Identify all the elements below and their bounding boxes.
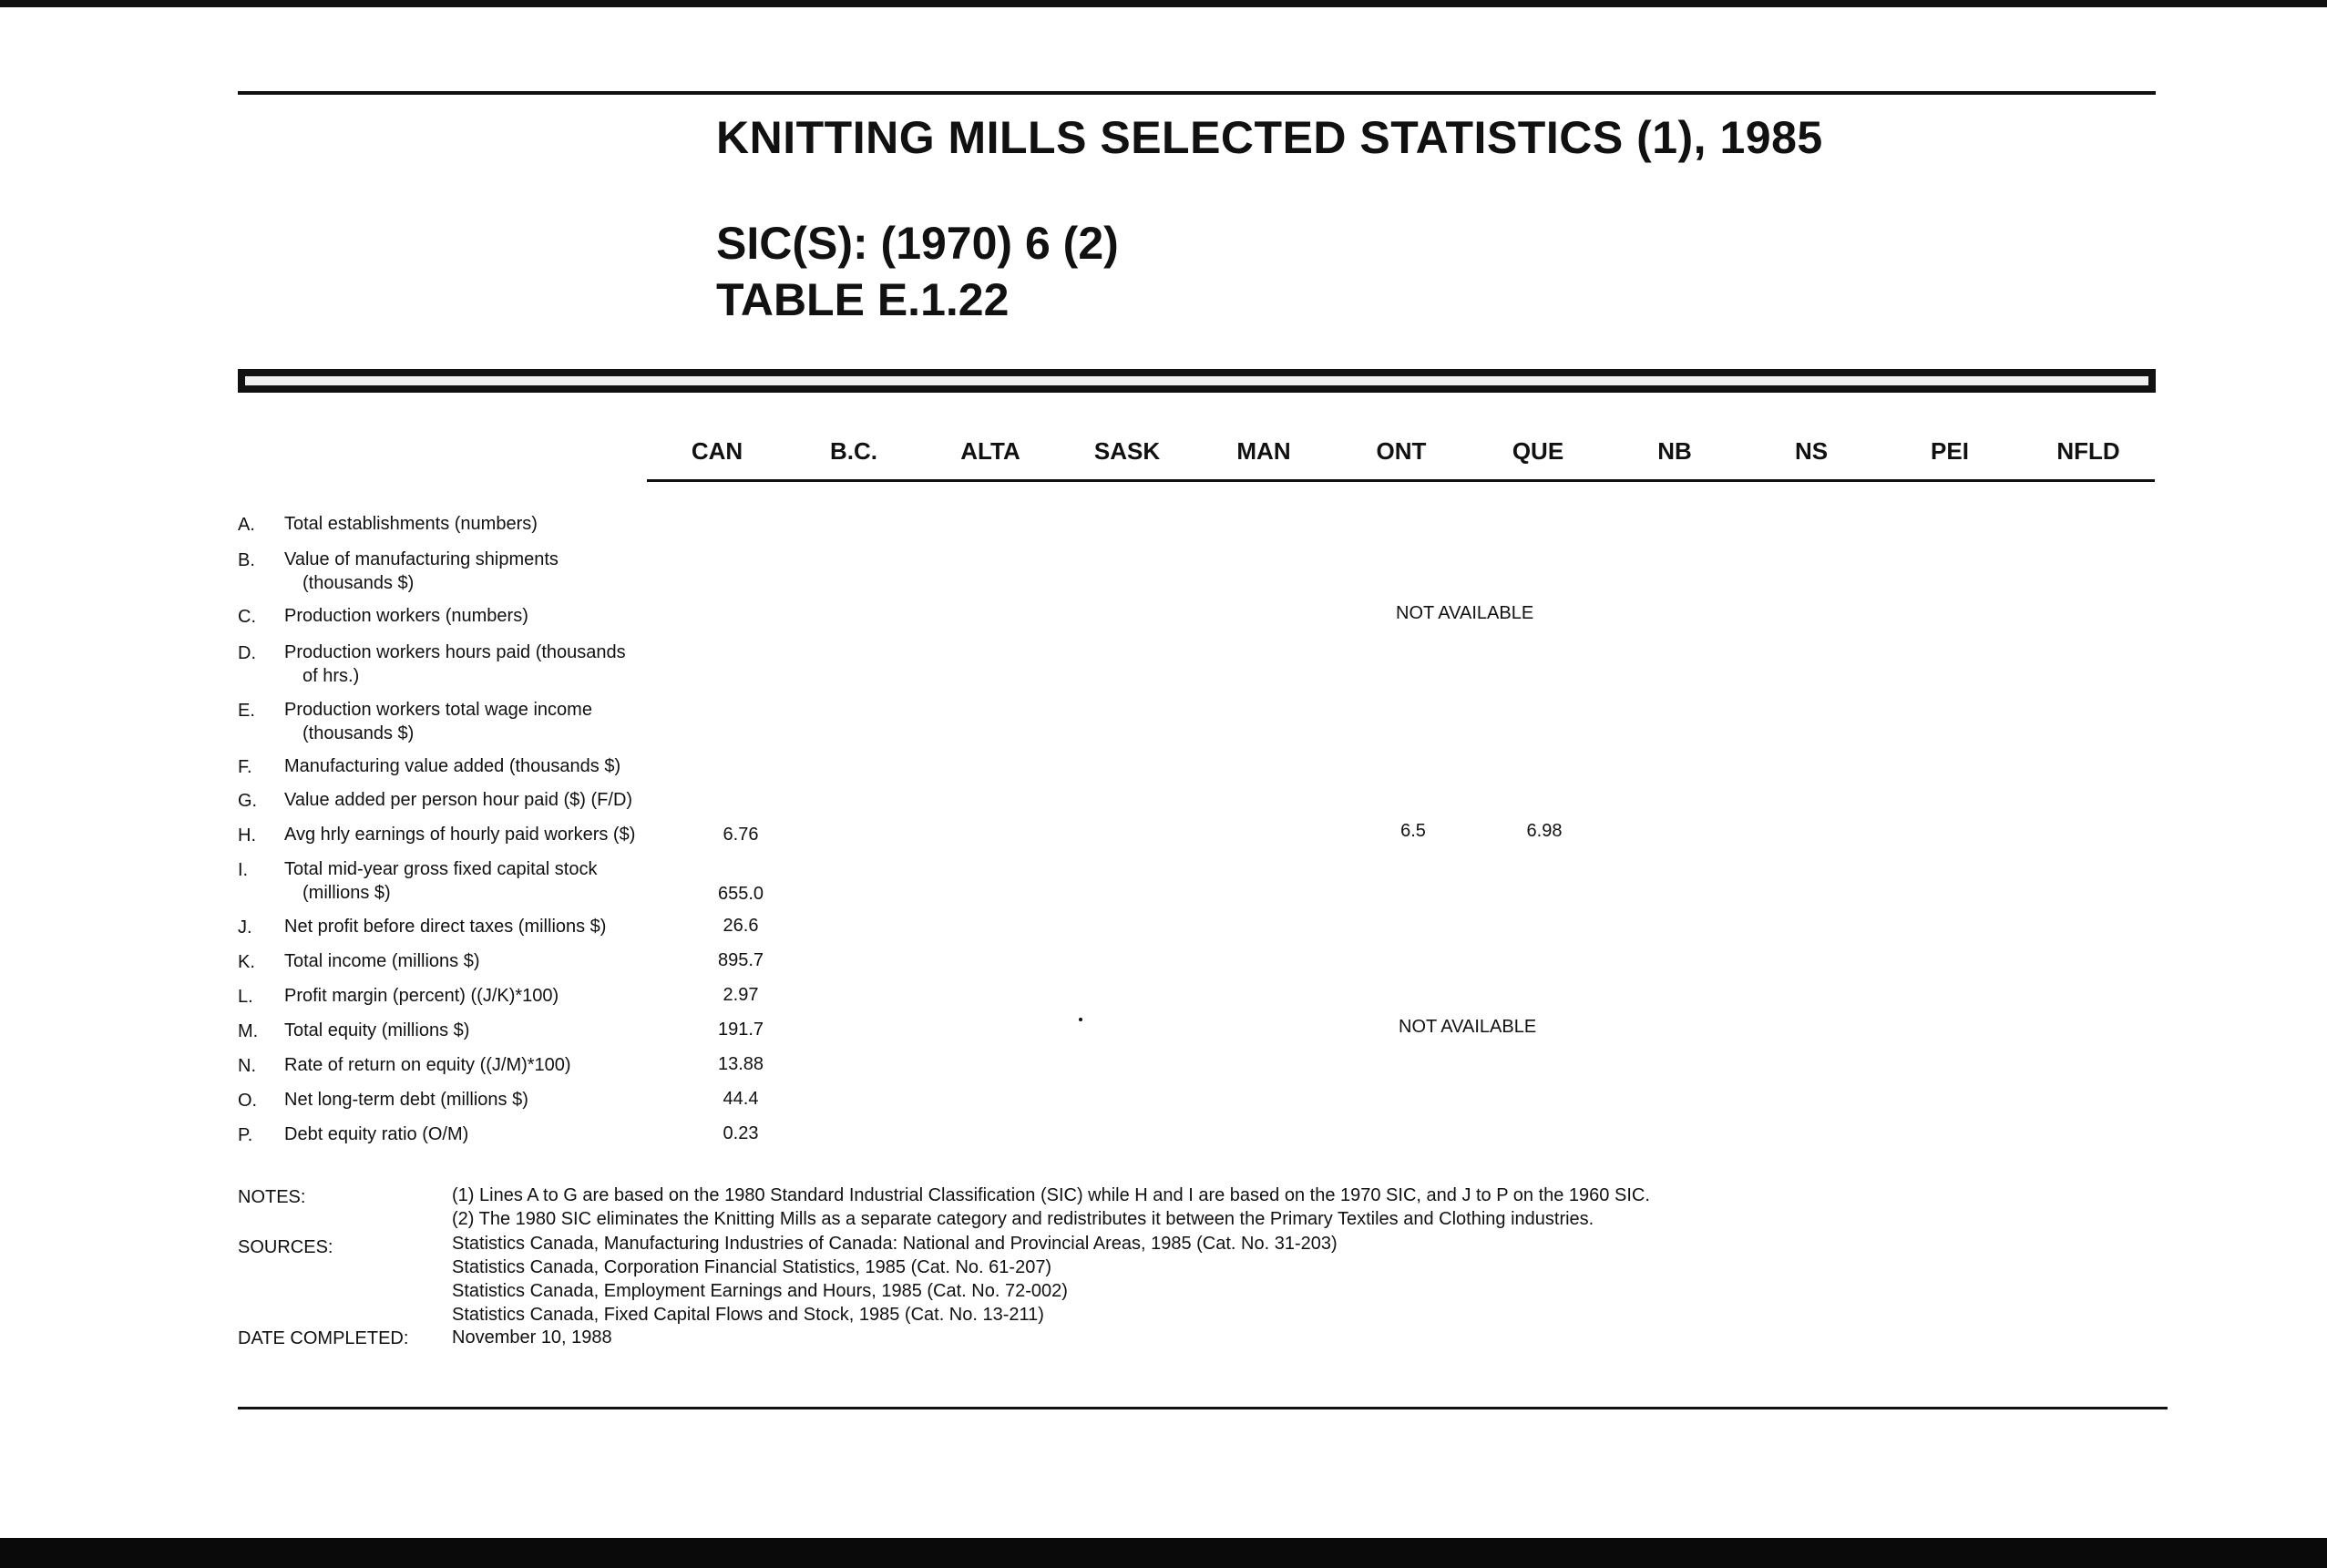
- table-number: TABLE E.1.22: [716, 274, 1010, 325]
- note-2: (2) The 1980 SIC eliminates the Knitting Mills as a separate category and redistributes it between the Primary Textiles and Clothing industries.: [452, 1209, 1594, 1229]
- row-label-profit-margin: Profit margin (percent) ((J/K)*100): [284, 986, 559, 1006]
- col-bc: B.C.: [830, 437, 877, 465]
- row-label-wage-income: Production workers total wage income (thousands $): [284, 700, 592, 743]
- row-label-hours-paid: Production workers hours paid (thousands of hrs.): [284, 642, 626, 686]
- row-letter: B.: [238, 550, 255, 570]
- col-can: CAN: [691, 437, 743, 465]
- not-available-note: NOT AVAILABLE: [1399, 1017, 1537, 1037]
- source-3: Statistics Canada, Employment Earnings and Hours, 1985 (Cat. No. 72-002): [452, 1281, 1068, 1301]
- row-letter: C.: [238, 607, 256, 627]
- row-letter: M.: [238, 1021, 259, 1041]
- column-header-rule: [647, 479, 2155, 482]
- cell-h-can: 6.76: [723, 825, 759, 845]
- cell-h-ont: 6.5: [1400, 821, 1426, 841]
- row-label-total-establishments: Total establishments (numbers): [284, 514, 538, 534]
- row-label-return-on-equity: Rate of return on equity ((J/M)*100): [284, 1055, 571, 1075]
- col-nfld: NFLD: [2056, 437, 2120, 465]
- document-title: KNITTING MILLS SELECTED STATISTICS (1), 1985: [716, 112, 1823, 163]
- col-que: QUE: [1512, 437, 1564, 465]
- source-4: Statistics Canada, Fixed Capital Flows and Stock, 1985 (Cat. No. 13-211): [452, 1305, 1044, 1325]
- row-letter: N.: [238, 1056, 256, 1076]
- date-completed: November 10, 1988: [452, 1327, 612, 1348]
- cell-p-can: 0.23: [723, 1123, 759, 1143]
- cell-n-can: 13.88: [717, 1054, 764, 1074]
- row-label-production-workers: Production workers (numbers): [284, 606, 528, 626]
- row-letter: E.: [238, 701, 255, 721]
- date-completed-label: DATE COMPLETED:: [238, 1328, 409, 1348]
- cell-k-can: 895.7: [717, 950, 764, 970]
- header-double-bar: [238, 369, 2156, 393]
- col-ns: NS: [1794, 437, 1829, 465]
- col-man: MAN: [1236, 437, 1291, 465]
- col-alta: ALTA: [960, 437, 1020, 465]
- row-letter: I.: [238, 860, 249, 880]
- row-label-debt-equity-ratio: Debt equity ratio (O/M): [284, 1124, 469, 1144]
- row-letter: F.: [238, 757, 252, 777]
- not-available-note: NOT AVAILABLE: [1396, 603, 1534, 623]
- cell-i-can: 655.0: [717, 884, 764, 904]
- row-label-capital-stock: Total mid-year gross fixed capital stock (millions $): [284, 859, 598, 903]
- row-label-net-profit: Net profit before direct taxes (millions $): [284, 917, 607, 937]
- row-letter: K.: [238, 952, 255, 972]
- sources-label: SOURCES:: [238, 1237, 333, 1257]
- row-letter: D.: [238, 643, 256, 663]
- col-nb: NB: [1657, 437, 1692, 465]
- cell-h-que: 6.98: [1526, 821, 1563, 841]
- col-sask: SASK: [1093, 437, 1161, 465]
- source-1: Statistics Canada, Manufacturing Industries of Canada: National and Provincial Areas, 1985 (Cat. No. 31-203): [452, 1234, 1338, 1254]
- cell-l-can: 2.97: [723, 985, 759, 1005]
- row-label-total-income: Total income (millions $): [284, 951, 480, 971]
- row-letter: J.: [238, 917, 252, 938]
- row-letter: H.: [238, 825, 256, 845]
- row-label-long-term-debt: Net long-term debt (millions $): [284, 1090, 528, 1110]
- cell-m-can: 191.7: [717, 1020, 764, 1040]
- cell-o-can: 44.4: [723, 1089, 759, 1109]
- row-label-value-added-per-hour: Value added per person hour paid ($) (F/D): [284, 790, 633, 810]
- col-ont: ONT: [1376, 437, 1427, 465]
- row-letter: A.: [238, 515, 255, 535]
- row-letter: G.: [238, 791, 258, 811]
- notes-label: NOTES:: [238, 1187, 306, 1207]
- row-label-avg-hourly-earnings: Avg hrly earnings of hourly paid workers ($): [284, 825, 636, 845]
- bottom-rule: [238, 1407, 2168, 1409]
- row-label-value-added: Manufacturing value added (thousands $): [284, 756, 621, 776]
- row-label-total-equity: Total equity (millions $): [284, 1020, 470, 1040]
- sic-code: SIC(S): (1970) 6 (2): [716, 218, 1119, 269]
- row-letter: O.: [238, 1091, 258, 1111]
- scan-top-edge: [0, 0, 2327, 7]
- row-label-value-shipments: Value of manufacturing shipments (thousands $): [284, 549, 559, 593]
- row-letter: L.: [238, 987, 253, 1007]
- top-rule: [238, 91, 2156, 95]
- source-2: Statistics Canada, Corporation Financial Statistics, 1985 (Cat. No. 61-207): [452, 1257, 1052, 1277]
- col-pei: PEI: [1931, 437, 1969, 465]
- note-1: (1) Lines A to G are based on the 1980 Standard Industrial Classification (SIC) while H and I are based on the 1970 SIC, and J to P on the 1960 SIC.: [452, 1185, 1650, 1205]
- row-letter: P.: [238, 1125, 253, 1145]
- stray-dot: [1079, 1018, 1082, 1021]
- scan-bottom-edge: [0, 1538, 2327, 1568]
- cell-j-can: 26.6: [723, 916, 759, 936]
